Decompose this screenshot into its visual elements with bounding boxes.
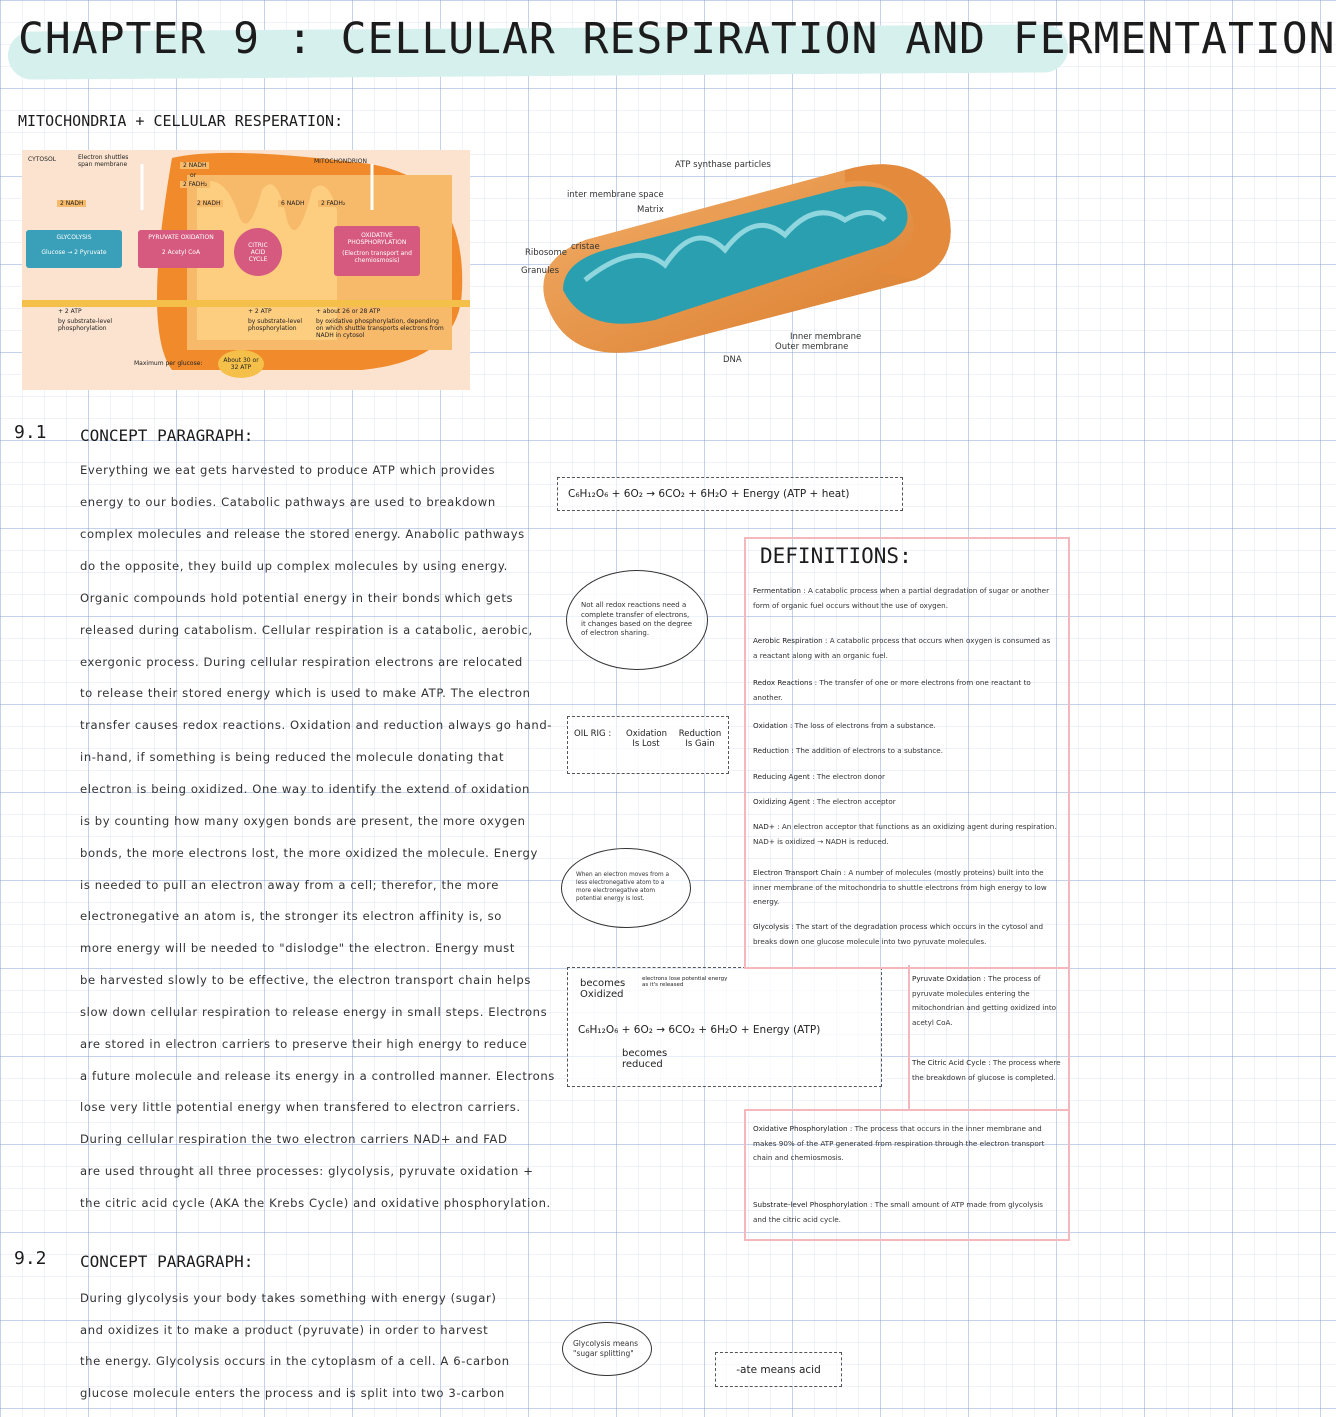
section-number-9-2: 9.2 bbox=[14, 1248, 47, 1269]
oxphos-box bbox=[334, 226, 420, 276]
definition-term: Electron Transport Chain bbox=[753, 868, 842, 877]
oxidation-equation: C₆H₁₂O₆ + 6O₂ → 6CO₂ + 6H₂O + Energy (ATP) bbox=[578, 1024, 821, 1036]
definition-text: The process that occurs in the inner membrane and makes 90% of the ATP generated from respiration through the electron transport chain and chemiosmosis. bbox=[753, 1124, 1045, 1162]
becomes-oxidized-label: becomes Oxidized bbox=[580, 978, 626, 1000]
definition-item: Oxidizing Agent : The electron acceptor bbox=[753, 797, 896, 806]
redox-note-bubble bbox=[566, 570, 708, 670]
definition-text: The process where the breakdown of glucose is completed. bbox=[912, 1058, 1061, 1082]
nadh-six-label: 6 NADH bbox=[278, 200, 307, 207]
nadh-top-label: 2 NADH bbox=[180, 162, 209, 169]
definition-item: Pyruvate Oxidation : The process of pyruvate molecules entering the mitochondrian and getting oxidized into acetyl CoA. bbox=[912, 974, 1057, 1027]
definition-term: NAD+ bbox=[753, 822, 775, 831]
paragraph-line: to release their stored energy which is used to make ATP. The electron bbox=[80, 686, 531, 700]
paragraph-line: lose very little potential energy when transfered to electron carriers. bbox=[80, 1100, 521, 1114]
glycolysis-label: GLYCOLYSIS bbox=[56, 234, 92, 241]
about-atp-burst bbox=[218, 350, 264, 378]
definition-item: NAD+ : An electron acceptor that functions as an oxidizing agent during respiration. NAD+ is oxidized → NADH is reduced. bbox=[753, 822, 1057, 846]
redox-note: Not all redox reactions need a complete transfer of electrons, it changes based on the degree of electron sharing. bbox=[581, 601, 693, 638]
becomes-reduced-label: becomes reduced bbox=[622, 1048, 668, 1070]
definition-text: The addition of electrons to a substance. bbox=[795, 746, 944, 755]
oxphos-label: OXIDATIVE PHOSPHORYLATION bbox=[347, 232, 407, 246]
definition-term: Aerobic Respiration bbox=[753, 636, 823, 645]
section-heading-9-1: CONCEPT PARAGRAPH: bbox=[80, 426, 254, 445]
definition-text: A catabolic process that occurs when oxygen is consumed as a reactant along with an organic fuel. bbox=[753, 636, 1051, 660]
section-subtitle: MITOCHONDRIA + CELLULAR RESPERATION: bbox=[18, 112, 344, 130]
about-atp-label: About 30 or 32 ATP bbox=[223, 357, 259, 371]
glycolysis-note-bubble bbox=[562, 1322, 652, 1376]
nadh-mid-label: 2 NADH bbox=[194, 200, 223, 207]
paragraph-line: the energy. Glycolysis occurs in the cytoplasm of a cell. A 6-carbon bbox=[80, 1354, 510, 1368]
citric-acid-cycle-circle bbox=[234, 228, 282, 276]
oxphos-sub-label: (Electron transport and chemiosmosis) bbox=[342, 250, 412, 264]
respiration-equation: C₆H₁₂O₆ + 6O₂ → 6CO₂ + 6H₂O + Energy (ATP + heat) bbox=[568, 488, 850, 500]
paragraph-line: Organic compounds hold potential energy in their bonds which gets bbox=[80, 591, 514, 605]
glucose-pyruvate-label: Glucose → 2 Pyruvate bbox=[41, 249, 107, 256]
definition-item: Reduction : The addition of electrons to a substance. bbox=[753, 746, 944, 755]
atp-two-sub-label: by substrate-level phosphorylation bbox=[248, 318, 303, 332]
paragraph-line: more energy will be needed to "dislodge" the electron. Energy must bbox=[80, 941, 515, 955]
definition-text: The loss of electrons from a substance. bbox=[794, 721, 936, 730]
paragraph-line: Everything we eat gets harvested to produce ATP which provides bbox=[80, 463, 496, 477]
glycolysis-note: Glycolysis means "sugar splitting" bbox=[573, 1338, 639, 1358]
definition-item: Reducing Agent : The electron donor bbox=[753, 772, 886, 781]
definition-item: Fermentation : A catabolic process when a partial degradation of sugar or another form of organic fuel occurs without the use of oxygen. bbox=[753, 586, 1050, 610]
pyruvate-oxidation-label: PYRUVATE OXIDATION bbox=[148, 234, 214, 241]
paragraph-line: is by counting how many oxygen bonds are present, the more oxygen bbox=[80, 814, 526, 828]
definition-term: The Citric Acid Cycle bbox=[912, 1058, 986, 1067]
paragraph-line: exergonic process. During cellular respiration electrons are relocated bbox=[80, 655, 523, 669]
cristae-label: cristae bbox=[571, 242, 600, 252]
oxidation-equation-box bbox=[567, 967, 882, 1087]
glycolysis-box bbox=[26, 230, 122, 268]
respiration-overview-diagram bbox=[22, 150, 470, 390]
definition-text: The start of the degradation process which occurs in the cytosol and breaks down one glucose molecule into two pyruvate molecules. bbox=[753, 922, 1044, 946]
definition-term: Pyruvate Oxidation bbox=[912, 974, 981, 983]
paragraph-line: electron is being oxidized. One way to identify the extend of oxidation bbox=[80, 782, 530, 796]
definition-term: Reducing Agent bbox=[753, 772, 810, 781]
ate-note-box bbox=[715, 1352, 842, 1387]
definition-text: The transfer of one or more electrons from one reactant to another. bbox=[753, 678, 1031, 702]
definition-text: The process of pyruvate molecules entering the mitochondrian and getting oxidized into acetyl CoA. bbox=[912, 974, 1057, 1027]
definition-item: Redox Reactions : The transfer of one or more electrons from one reactant to another. bbox=[753, 678, 1031, 702]
matrix-label: Matrix bbox=[637, 205, 664, 215]
acetyl-label: 2 Acetyl CoA bbox=[161, 249, 201, 256]
cytosol-label: CYTOSOL bbox=[28, 156, 57, 163]
shuttles-label: Electron shuttles span membrane bbox=[78, 154, 129, 168]
paragraph-line: complex molecules and release the stored energy. Anabolic pathways bbox=[80, 527, 525, 541]
definition-text: A number of molecules (mostly proteins) built into the inner membrane of the mitochondria to shuttle electrons from high energy to low energy. bbox=[753, 868, 1047, 906]
respiration-equation-box bbox=[557, 477, 903, 511]
reduction-is-gain: Reduction Is Gain bbox=[678, 729, 722, 749]
definition-item: Oxidation : The loss of electrons from a substance. bbox=[753, 721, 936, 730]
paragraph-line: do the opposite, they build up complex molecules by using energy. bbox=[80, 559, 508, 573]
section-number-9-1: 9.1 bbox=[14, 422, 47, 443]
paragraph-line: glucose molecule enters the process and is split into two 3-carbon bbox=[80, 1386, 505, 1400]
paragraph-line: released during catabolism. Cellular respiration is a catabolic, aerobic, bbox=[80, 623, 533, 637]
mitochondrion-diagram bbox=[515, 150, 1070, 380]
electronegativity-note: When an electron moves from a less electronegative atom to a more electronegative atom potential energy is lost. bbox=[576, 872, 670, 902]
definition-term: Oxidation bbox=[753, 721, 788, 730]
definition-item: Aerobic Respiration : A catabolic process that occurs when oxygen is consumed as a reactant along with an organic fuel. bbox=[753, 636, 1051, 660]
inner-membrane-label: Inner membrane bbox=[790, 332, 862, 342]
definition-item: Oxidative Phosphorylation : The process that occurs in the inner membrane and makes 90% of the ATP generated from respiration through the electron transport chain and chemiosmosis. bbox=[753, 1124, 1045, 1162]
paragraph-line: a future molecule and release its energy in a controlled manner. Electrons bbox=[80, 1069, 555, 1083]
definitions-heading: DEFINITIONS: bbox=[760, 544, 912, 568]
fadh-two-label: 2 FADH₂ bbox=[318, 200, 348, 207]
atp-synthase-label: ATP synthase particles bbox=[675, 160, 771, 170]
section-heading-9-2: CONCEPT PARAGRAPH: bbox=[80, 1252, 254, 1271]
paragraph-line: in-hand, if something is being reduced the molecule donating that bbox=[80, 750, 505, 764]
paragraph-line: electronegative an atom is, the stronger its electron affinity is, so bbox=[80, 909, 502, 923]
paragraph-line: are stored in electron carriers to preserve their high energy to reduce bbox=[80, 1037, 528, 1051]
citric-acid-label: CITRIC ACID CYCLE bbox=[248, 241, 268, 263]
definition-term: Redox Reactions bbox=[753, 678, 813, 687]
oxidation-is-lost: Oxidation Is Lost bbox=[626, 729, 667, 749]
electronegativity-note-bubble bbox=[561, 848, 691, 928]
definition-term: Oxidizing Agent bbox=[753, 797, 810, 806]
intermembrane-label: inter membrane space bbox=[567, 190, 664, 200]
definition-item: Electron Transport Chain : A number of molecules (mostly proteins) built into the inner membrane of the mitochondria to shuttle electrons from high energy to low energy. bbox=[753, 868, 1047, 906]
definition-term: Glycolysis bbox=[753, 922, 789, 931]
atp-one-label: + 2 ATP bbox=[58, 308, 82, 315]
paragraph-line: slow down cellular respiration to release energy in small steps. Electrons bbox=[80, 1005, 548, 1019]
mitochondrion-label: MITOCHONDRION bbox=[314, 158, 368, 165]
definition-text: An electron acceptor that functions as an oxidizing agent during respiration. NAD+ is oxidized → NADH is reduced. bbox=[753, 822, 1057, 846]
definition-item: The Citric Acid Cycle : The process where the breakdown of glucose is completed. bbox=[912, 1058, 1061, 1082]
paragraph-line: is needed to pull an electron away from a cell; therefor, the more bbox=[80, 878, 499, 892]
definition-term: Substrate-level Phosphorylation bbox=[753, 1200, 868, 1209]
atp-three-label: + about 26 or 28 ATP bbox=[316, 308, 381, 315]
paragraph-line: the citric acid cycle (AKA the Krebs Cycle) and oxidative phosphorylation. bbox=[80, 1196, 551, 1210]
definition-text: The electron acceptor bbox=[816, 797, 896, 806]
definition-item: Glycolysis : The start of the degradation process which occurs in the cytosol and breaks down one glucose molecule into two pyruvate molecules. bbox=[753, 922, 1044, 946]
paragraph-line: are used throught all three processes: glycolysis, pyruvate oxidation + bbox=[80, 1164, 534, 1178]
definition-text: The small amount of ATP made from glycolysis and the citric acid cycle. bbox=[753, 1200, 1044, 1224]
ate-note: -ate means acid bbox=[736, 1363, 821, 1376]
electrons-note: electrons lose potential energy as it's released bbox=[642, 976, 728, 988]
fadh-top-label: 2 FADH₂ bbox=[180, 181, 210, 188]
maximum-label: Maximum per glucose: bbox=[134, 360, 203, 367]
definition-term: Fermentation bbox=[753, 586, 801, 595]
paragraph-line: be harvested slowly to be effective, the electron transport chain helps bbox=[80, 973, 531, 987]
definition-text: A catabolic process when a partial degradation of sugar or another form of organic fuel occurs without the use of oxygen. bbox=[753, 586, 1050, 610]
paragraph-line: During glycolysis your body takes something with energy (sugar) bbox=[80, 1291, 497, 1305]
paragraph-line: transfer causes redox reactions. Oxidation and reduction always go hand- bbox=[80, 718, 553, 732]
definition-term: Reduction bbox=[753, 746, 789, 755]
dna-label: DNA bbox=[723, 355, 742, 365]
paragraph-line: and oxidizes it to make a product (pyruvate) in order to harvest bbox=[80, 1323, 489, 1337]
oil-rig-label: OIL RIG : bbox=[574, 729, 612, 739]
ribosome-label: Ribosome bbox=[525, 248, 568, 258]
granules-label: Granules bbox=[521, 266, 560, 276]
definition-item: Substrate-level Phosphorylation : The small amount of ATP made from glycolysis and the citric acid cycle. bbox=[753, 1200, 1044, 1224]
paragraph-line: energy to our bodies. Catabolic pathways are used to breakdown bbox=[80, 495, 496, 509]
nadh-left-label: 2 NADH bbox=[57, 200, 86, 207]
definition-text: The electron donor bbox=[816, 772, 886, 781]
paragraph-line: During cellular respiration the two electron carriers NAD+ and FAD bbox=[80, 1132, 508, 1146]
atp-three-sub-label: by oxidative phosphorylation, depending on which shuttle transports electrons from NADH in cytosol bbox=[316, 318, 444, 339]
paragraph-line: bonds, the more electrons lost, the more oxidized the molecule. Energy bbox=[80, 846, 538, 860]
oil-rig-box bbox=[567, 716, 729, 774]
atp-one-sub-label: by substrate-level phosphorylation bbox=[58, 318, 113, 332]
pyruvate-oxidation-box bbox=[138, 230, 224, 268]
or-label: or bbox=[190, 172, 197, 179]
definition-term: Oxidative Phosphorylation bbox=[753, 1124, 848, 1133]
outer-membrane-label: Outer membrane bbox=[775, 342, 849, 352]
atp-two-label: + 2 ATP bbox=[248, 308, 272, 315]
page-title: CHAPTER 9 : CELLULAR RESPIRATION AND FERMENTATION bbox=[18, 14, 1336, 64]
